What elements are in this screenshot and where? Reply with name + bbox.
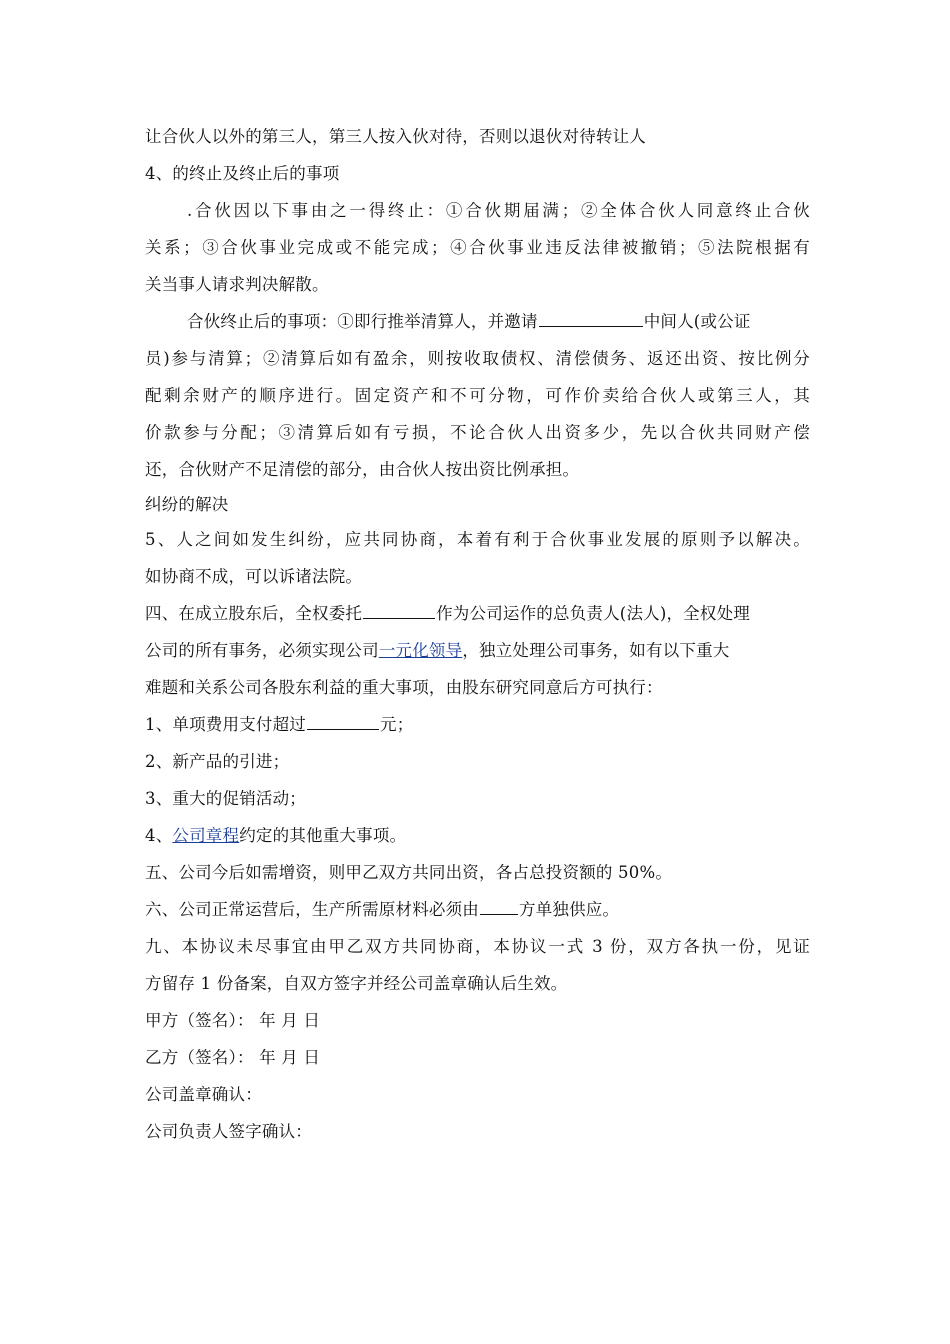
text-segment: 四、在成立股东后，全权委托 (145, 604, 363, 623)
paragraph-line: 5、人之间如发生纠纷，应共同协商，本着有利于合伙事业发展的原则予以解决。 (145, 530, 810, 549)
blank-underline (307, 714, 379, 730)
text-segment: 4、 (145, 826, 173, 845)
signature-line-party-a: 甲方（签名）： 年 月 日 (145, 1011, 321, 1030)
section-heading: 纠纷的解决 (145, 495, 229, 514)
paragraph-line: 让合伙人以外的第三人，第三人按入伙对待，否则以退伙对待转让人 (145, 127, 646, 146)
list-item: 3、重大的促销活动； (145, 789, 306, 808)
paragraph-line (145, 303, 810, 340)
paragraph-line: 关当事人请求判决解散。 (145, 275, 329, 294)
text-segment: 元； (380, 715, 414, 734)
signature-line-party-b: 乙方（签名）： 年 月 日 (145, 1048, 321, 1067)
text-segment: 约定的其他重大事项。 (239, 826, 407, 845)
paragraph-line: 难题和关系公司各股东利益的重大事项，由股东研究同意后方可执行： (145, 678, 663, 697)
blank-underline (480, 899, 518, 915)
paragraph-line: 配剩余财产的顺序进行。固定资产和不可分物，可作价卖给合伙人或第三人，其 (145, 386, 810, 405)
paragraph-line (145, 632, 810, 669)
list-item (145, 706, 810, 743)
text-segment: 方单独供应。 (519, 900, 620, 919)
company-seal-line: 公司盖章确认： (145, 1085, 262, 1104)
text-segment: 作为公司运作的总负责人(法人)，全权处理 (436, 604, 750, 623)
blank-underline (363, 603, 435, 619)
paragraph-line: 九、本协议未尽事宜由甲乙双方共同协商，本协议一式 3 份，双方各执一份，见证 (145, 937, 810, 956)
paragraph-line (145, 891, 810, 928)
paragraph-line: 关系；③合伙事业完成或不能完成；④合伙事业违反法律被撤销；⑤法院根据有 (145, 238, 810, 257)
list-item: 2、新产品的引进； (145, 752, 290, 771)
paragraph-line: 方留存 1 份备案，自双方签字并经公司盖章确认后生效。 (145, 974, 568, 993)
link-company-charter[interactable]: 公司章程 (172, 826, 240, 845)
list-item (145, 817, 810, 854)
paragraph-line: .合伙因以下事由之一得终止：①合伙期届满；②全体合伙人同意终止合伙 (187, 201, 810, 220)
blank-underline (539, 311, 643, 327)
section-heading: 4、的终止及终止后的事项 (145, 164, 340, 183)
text-segment: 公司的所有事务，必须实现公司 (145, 641, 379, 660)
paragraph-line: 如协商不成，可以诉诸法院。 (145, 567, 363, 586)
document-page (145, 118, 810, 1150)
company-head-signature-line: 公司负责人签字确认： (145, 1122, 312, 1141)
paragraph-line (145, 595, 810, 632)
paragraph-line: 员)参与清算；②清算后如有盈余，则按收取债权、清偿债务、返还出资、按比例分 (145, 349, 810, 368)
text-segment: 六、公司正常运营后，生产所需原材料必须由 (145, 900, 479, 919)
paragraph-line: 还，合伙财产不足清偿的部分，由合伙人按出资比例承担。 (145, 460, 580, 479)
link-unified-leadership[interactable]: 一元化领导 (378, 641, 463, 660)
text-segment: 合伙终止后的事项：①即行推举清算人，并邀请 (187, 312, 538, 331)
text-segment: 中间人(或公证 (643, 312, 751, 331)
text-segment: ，独立处理公司事务，如有以下重大 (462, 641, 730, 660)
paragraph-line: 价款参与分配；③清算后如有亏损，不论合伙人出资多少，先以合伙共同财产偿 (145, 423, 810, 442)
paragraph-line: 五、公司今后如需增资，则甲乙双方共同出资，各占总投资额的 50%。 (145, 863, 673, 882)
text-segment: 1、单项费用支付超过 (145, 715, 306, 734)
